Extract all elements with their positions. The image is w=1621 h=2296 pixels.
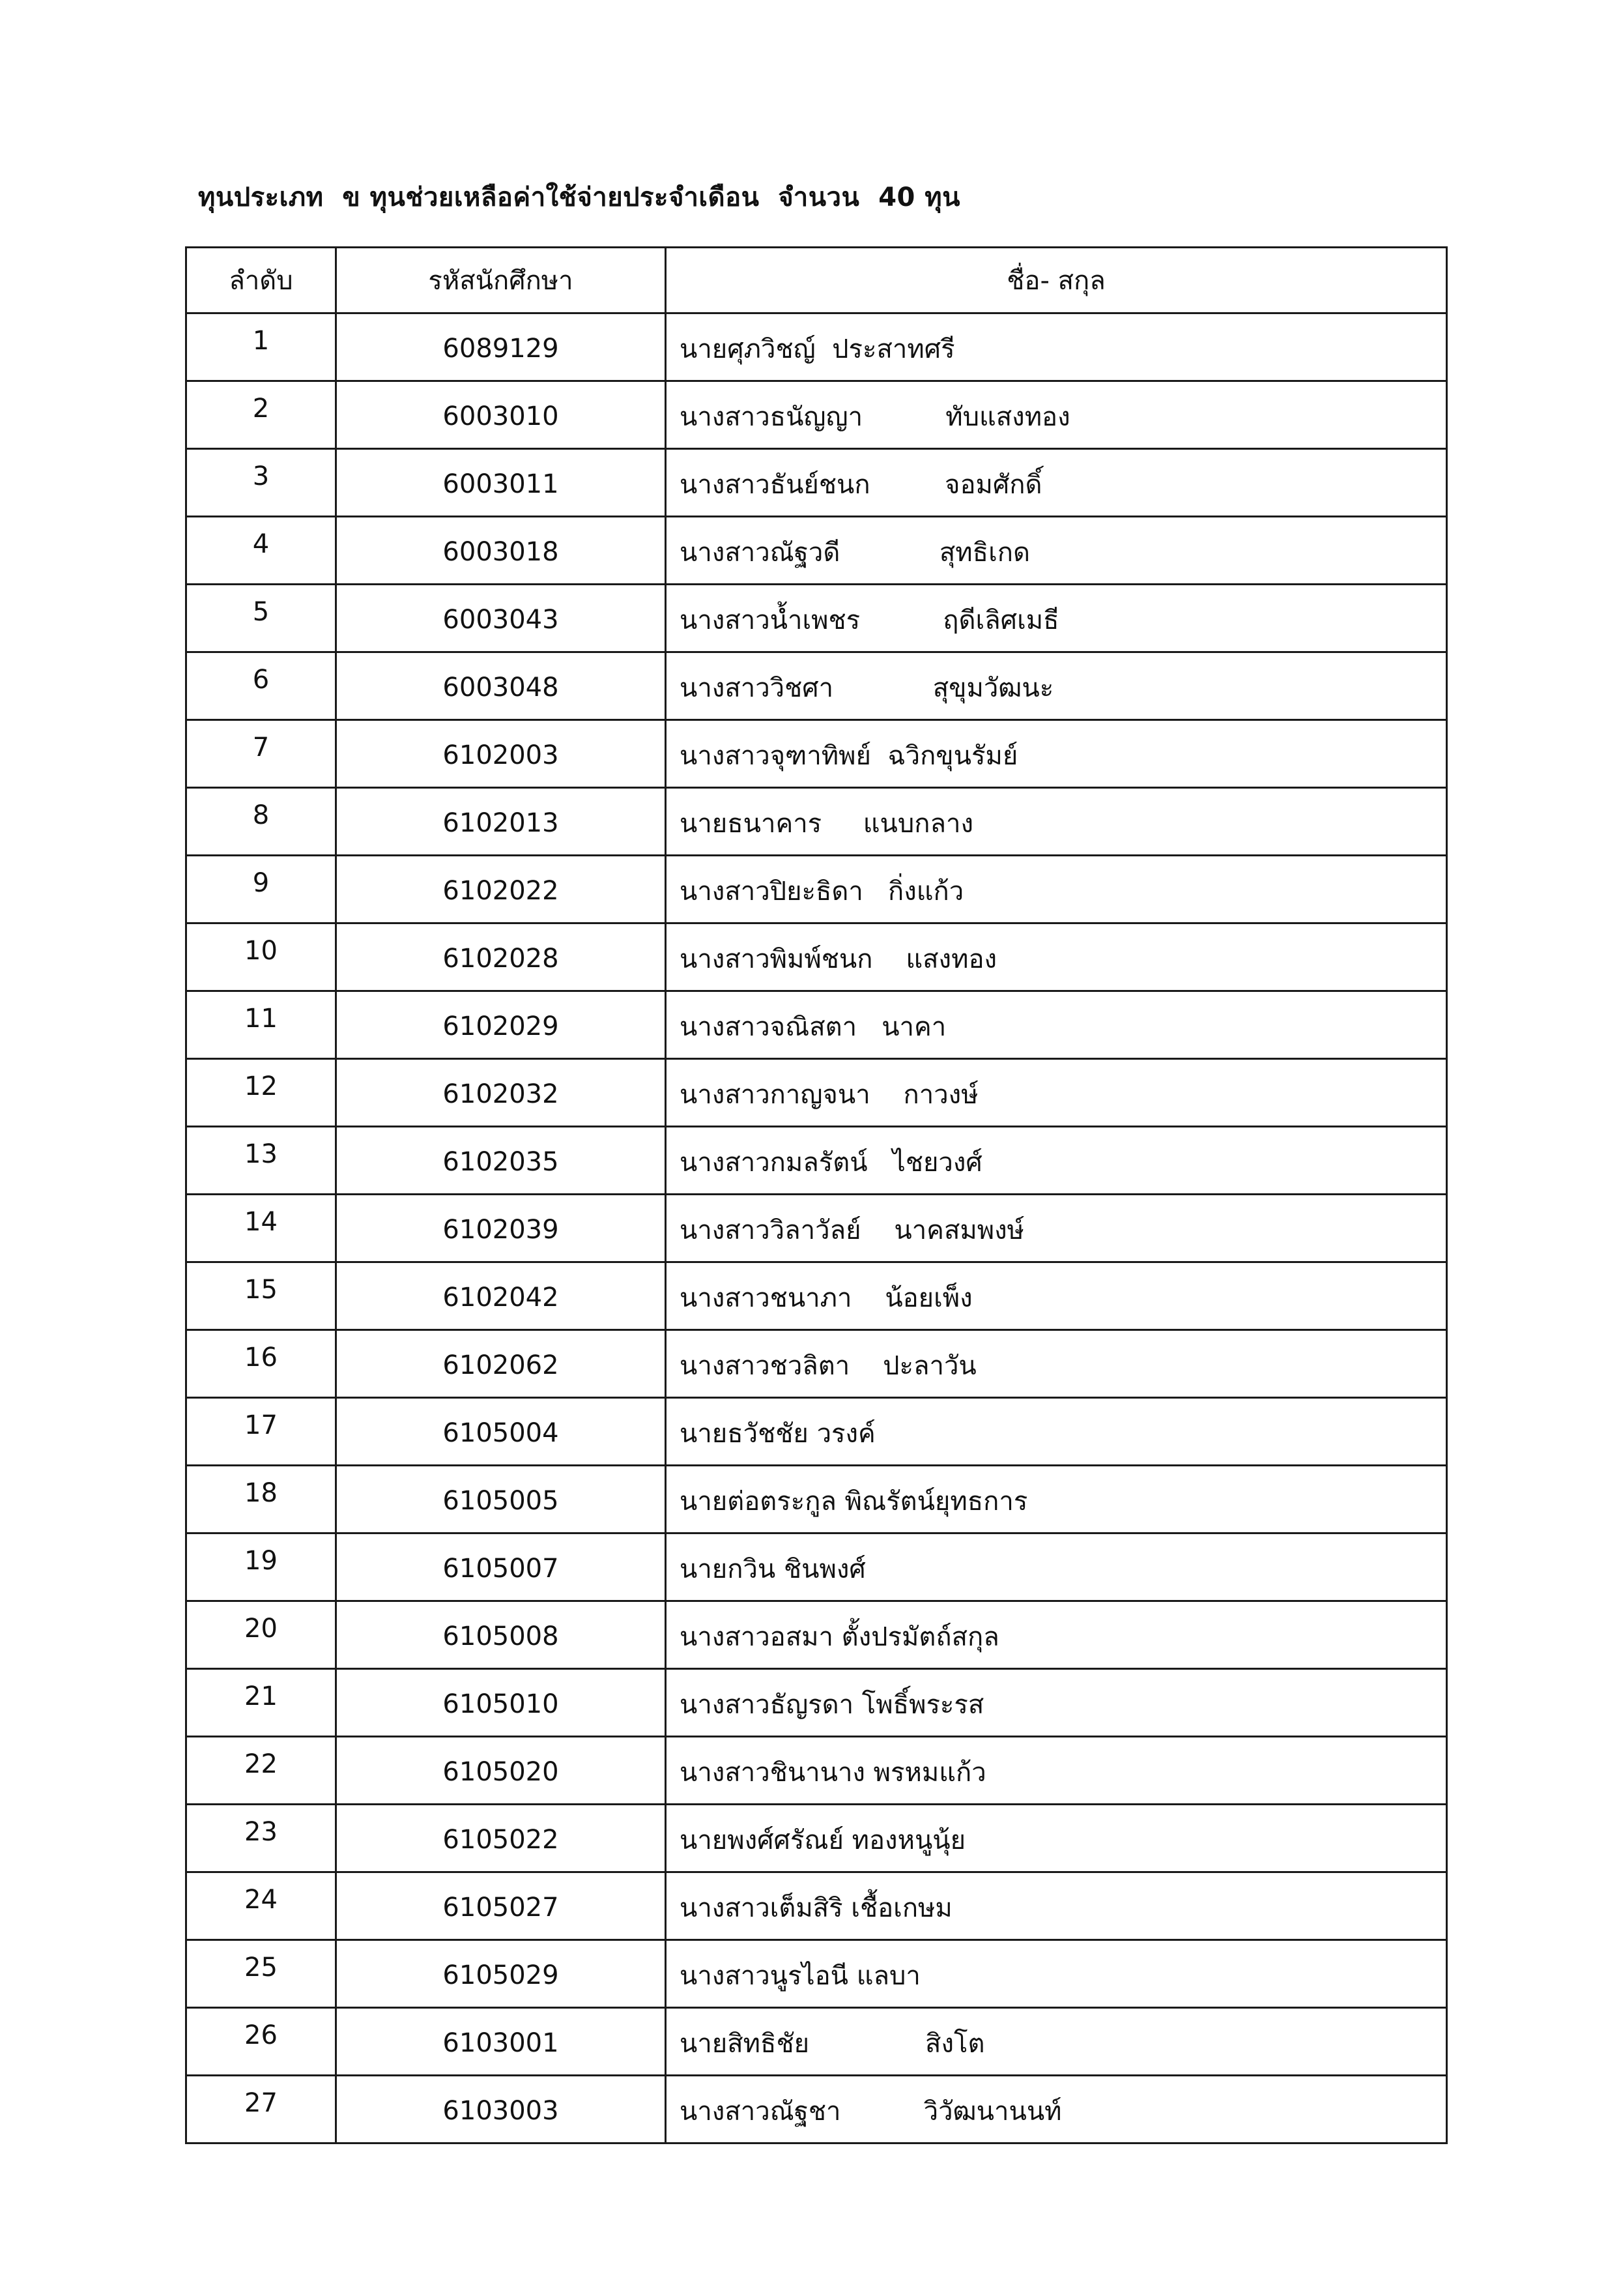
student-name-cell	[666, 720, 1447, 788]
student-id-cell	[336, 1805, 666, 1872]
row-number-cell	[186, 1940, 336, 2008]
row-number-cell	[186, 313, 336, 381]
student-id: 6102028	[442, 943, 559, 974]
row-number: 27	[244, 2087, 278, 2118]
student-name-cell	[666, 517, 1447, 585]
student-id: 6103003	[442, 2095, 559, 2126]
student-name: นายธวัชชัย วรงค์	[680, 1418, 876, 1449]
student-name: นางสาวปิยะธิดา กิ่งแก้ว	[680, 876, 964, 907]
row-number: 25	[244, 1952, 278, 1983]
table-row	[186, 1127, 1447, 1195]
row-number: 23	[244, 1816, 278, 1847]
table-row	[186, 1059, 1447, 1127]
student-id-cell	[336, 1601, 666, 1669]
student-id-cell	[336, 1466, 666, 1533]
student-id: 6102029	[442, 1011, 559, 1041]
student-name: นางสาววิชศา สุขุมวัฒนะ	[680, 673, 1054, 703]
student-id: 6003043	[442, 604, 559, 635]
student-id-cell	[336, 585, 666, 652]
table-row	[186, 449, 1447, 517]
student-name-cell	[666, 1059, 1447, 1127]
header-student-id: รหัสนักศึกษา	[336, 248, 666, 313]
row-number-cell	[186, 1127, 336, 1195]
student-name-cell	[666, 1195, 1447, 1262]
table-row	[186, 1601, 1447, 1669]
student-name-cell	[666, 856, 1447, 923]
student-id-cell	[336, 856, 666, 923]
student-name-cell	[666, 1262, 1447, 1330]
student-name-cell	[666, 923, 1447, 991]
student-name: นางสาวธัญรดา โพธิ์พระรส	[680, 1689, 984, 1720]
row-number-cell	[186, 2076, 336, 2143]
student-name-cell	[666, 313, 1447, 381]
student-id: 6102039	[442, 1214, 559, 1245]
student-name-cell	[666, 652, 1447, 720]
student-id: 6102003	[442, 740, 559, 770]
student-id-cell	[336, 313, 666, 381]
student-name-cell	[666, 2008, 1447, 2076]
student-name: นายศุภวิชญ์ ประสาทศรี	[680, 334, 955, 364]
row-number-cell	[186, 2008, 336, 2076]
row-number: 10	[244, 935, 278, 966]
document-title: ทุนประเภท ข ทุนช่วยเหลือค่าใช้จ่ายประจำเดือน จำนวน 40 ทุน	[198, 182, 960, 212]
row-number: 26	[244, 2020, 278, 2050]
row-number: 12	[244, 1071, 278, 1101]
student-id: 6105008	[442, 1621, 559, 1651]
student-id-cell	[336, 449, 666, 517]
row-number-cell	[186, 1669, 336, 1737]
row-number-cell	[186, 856, 336, 923]
row-number-cell	[186, 923, 336, 991]
student-name: นายสิทธิชัย สิงโต	[680, 2028, 985, 2059]
student-id: 6105022	[442, 1824, 559, 1855]
student-id-cell	[336, 517, 666, 585]
table-row	[186, 1872, 1447, 1940]
student-name: นางสาวธันย์ชนก จอมศักดิ์	[680, 469, 1042, 500]
student-id-cell	[336, 1127, 666, 1195]
student-name: นางสาวจณิสตา นาคา	[680, 1011, 947, 1042]
table-row	[186, 991, 1447, 1059]
student-id-cell	[336, 1669, 666, 1737]
scholarship-table	[185, 246, 1448, 2144]
student-id-cell	[336, 1737, 666, 1805]
student-id-cell	[336, 1330, 666, 1398]
row-number: 13	[244, 1139, 278, 1169]
student-id: 6102062	[442, 1350, 559, 1380]
student-id: 6105027	[442, 1892, 559, 1923]
student-name-cell	[666, 1127, 1447, 1195]
student-name: นางสาวกมลรัตน์ ไชยวงศ์	[680, 1147, 983, 1178]
student-id: 6003018	[442, 536, 559, 567]
row-number: 14	[244, 1206, 278, 1237]
row-number-cell	[186, 1059, 336, 1127]
student-id-cell	[336, 991, 666, 1059]
student-name-cell	[666, 1737, 1447, 1805]
row-number-cell	[186, 788, 336, 856]
student-name: นางสาวชนาภา น้อยเพ็ง	[680, 1283, 973, 1313]
student-name-cell	[666, 2076, 1447, 2143]
row-number: 22	[244, 1749, 278, 1779]
table-row	[186, 2008, 1447, 2076]
student-name-cell	[666, 1669, 1447, 1737]
table-row	[186, 652, 1447, 720]
table-row	[186, 1398, 1447, 1466]
student-name-cell	[666, 1940, 1447, 2008]
student-id-cell	[336, 381, 666, 449]
student-name: นางสาวชินานาง พรหมแก้ว	[680, 1757, 986, 1788]
table-row	[186, 313, 1447, 381]
student-id-cell	[336, 1195, 666, 1262]
row-number-cell	[186, 1872, 336, 1940]
header-no: ลำดับ	[186, 248, 336, 313]
row-number-cell	[186, 991, 336, 1059]
header-name: ชื่อ- สกุล	[666, 248, 1447, 313]
student-name: นางสาวนูรไอนี แลบา	[680, 1960, 921, 1991]
row-number-cell	[186, 1805, 336, 1872]
table-row	[186, 517, 1447, 585]
row-number: 15	[244, 1274, 278, 1305]
student-id: 6003010	[442, 401, 559, 431]
student-name: นางสาววิลาวัลย์ นาคสมพงษ์	[680, 1215, 1024, 1245]
student-name: นางสาวอสมา ตั้งปรมัตถ์สกุล	[680, 1621, 999, 1652]
row-number: 24	[244, 1884, 278, 1915]
row-number: 21	[244, 1681, 278, 1711]
student-name: นายธนาคาร แนบกลาง	[680, 808, 973, 839]
student-id: 6102035	[442, 1146, 559, 1177]
row-number: 2	[252, 393, 270, 424]
row-number: 19	[244, 1545, 278, 1576]
student-name-cell	[666, 1872, 1447, 1940]
student-id-cell	[336, 788, 666, 856]
student-id: 6105004	[442, 1417, 559, 1448]
table-header-row	[186, 248, 1447, 313]
student-id-cell	[336, 720, 666, 788]
table-row	[186, 923, 1447, 991]
student-name: นางสาวกาญจนา กาวงษ์	[680, 1079, 979, 1110]
row-number-cell	[186, 1466, 336, 1533]
row-number: 4	[252, 529, 270, 559]
student-name-cell	[666, 991, 1447, 1059]
student-name-cell	[666, 1466, 1447, 1533]
row-number-cell	[186, 1533, 336, 1601]
table-row	[186, 1466, 1447, 1533]
student-id: 6003048	[442, 672, 559, 703]
table-row	[186, 1195, 1447, 1262]
student-id: 6105020	[442, 1756, 559, 1787]
student-name: นางสาวณัฐชา วิวัฒนานนท์	[680, 2096, 1062, 2127]
row-number-cell	[186, 381, 336, 449]
student-id-cell	[336, 923, 666, 991]
student-id: 6105005	[442, 1485, 559, 1516]
student-name-cell	[666, 585, 1447, 652]
row-number: 3	[252, 461, 270, 491]
student-name-cell	[666, 788, 1447, 856]
student-id: 6105010	[442, 1689, 559, 1719]
student-name: นายต่อตระกูล พิณรัตน์ยุทธการ	[680, 1486, 1028, 1517]
student-name-cell	[666, 1533, 1447, 1601]
student-id: 6102042	[442, 1282, 559, 1313]
student-name: นางสาวจุฑาทิพย์ ฉวิกขุนรัมย์	[680, 740, 1018, 771]
row-number: 6	[252, 664, 270, 695]
student-id-cell	[336, 2076, 666, 2143]
student-id-cell	[336, 1940, 666, 2008]
student-name: นายพงศ์ศรัณย์ ทองหนูนุ้ย	[680, 1825, 966, 1855]
row-number: 17	[244, 1410, 278, 1440]
student-id: 6105029	[442, 1960, 559, 1990]
student-name: นางสาวณัฐวดี สุทธิเกด	[680, 537, 1030, 568]
table-row	[186, 856, 1447, 923]
student-id-cell	[336, 1059, 666, 1127]
table-row	[186, 1330, 1447, 1398]
student-name-cell	[666, 1330, 1447, 1398]
student-name: นางสาวน้ำเพชร ฤดีเลิศเมธี	[680, 605, 1059, 635]
row-number: 1	[252, 325, 270, 356]
student-id: 6089129	[442, 333, 559, 364]
student-id: 6102032	[442, 1079, 559, 1109]
table-row	[186, 1805, 1447, 1872]
table-row	[186, 720, 1447, 788]
student-name-cell	[666, 1805, 1447, 1872]
student-id-cell	[336, 1262, 666, 1330]
row-number-cell	[186, 1601, 336, 1669]
student-name: นางสาวชวลิตา ปะลาวัน	[680, 1350, 977, 1381]
student-id-cell	[336, 652, 666, 720]
row-number: 18	[244, 1477, 278, 1508]
student-id: 6003011	[442, 469, 559, 499]
student-id: 6102022	[442, 875, 559, 906]
row-number-cell	[186, 1262, 336, 1330]
table-body	[186, 313, 1447, 2143]
row-number: 7	[252, 732, 270, 763]
row-number-cell	[186, 720, 336, 788]
row-number-cell	[186, 449, 336, 517]
row-number-cell	[186, 517, 336, 585]
row-number-cell	[186, 1330, 336, 1398]
table-row	[186, 1669, 1447, 1737]
student-name: นางสาวพิมพ์ชนก แสงทอง	[680, 944, 997, 974]
row-number: 5	[252, 596, 270, 627]
table-row	[186, 585, 1447, 652]
row-number-cell	[186, 1737, 336, 1805]
table-row	[186, 1262, 1447, 1330]
student-id-cell	[336, 1533, 666, 1601]
table-row	[186, 788, 1447, 856]
row-number: 9	[252, 867, 270, 898]
table-row	[186, 381, 1447, 449]
student-id-cell	[336, 2008, 666, 2076]
row-number: 16	[244, 1342, 278, 1373]
row-number-cell	[186, 1398, 336, 1466]
student-name: นางสาวเต็มสิริ เชื้อเกษม	[680, 1893, 953, 1923]
student-id-cell	[336, 1398, 666, 1466]
row-number: 8	[252, 800, 270, 830]
student-name: นางสาวธนัญญา ทับแสงทอง	[680, 401, 1070, 432]
row-number: 11	[244, 1003, 278, 1034]
student-name: นายกวิน ชินพงศ์	[680, 1554, 866, 1584]
student-id-cell	[336, 1872, 666, 1940]
table-row	[186, 2076, 1447, 2143]
table-row	[186, 1533, 1447, 1601]
row-number-cell	[186, 585, 336, 652]
row-number-cell	[186, 1195, 336, 1262]
student-name-cell	[666, 1601, 1447, 1669]
row-number: 20	[244, 1613, 278, 1644]
student-name-cell	[666, 1398, 1447, 1466]
student-name-cell	[666, 381, 1447, 449]
row-number-cell	[186, 652, 336, 720]
table-row	[186, 1940, 1447, 2008]
table-row	[186, 1737, 1447, 1805]
student-id: 6102013	[442, 807, 559, 838]
student-id: 6105007	[442, 1553, 559, 1584]
student-name-cell	[666, 449, 1447, 517]
student-id: 6103001	[442, 2027, 559, 2058]
